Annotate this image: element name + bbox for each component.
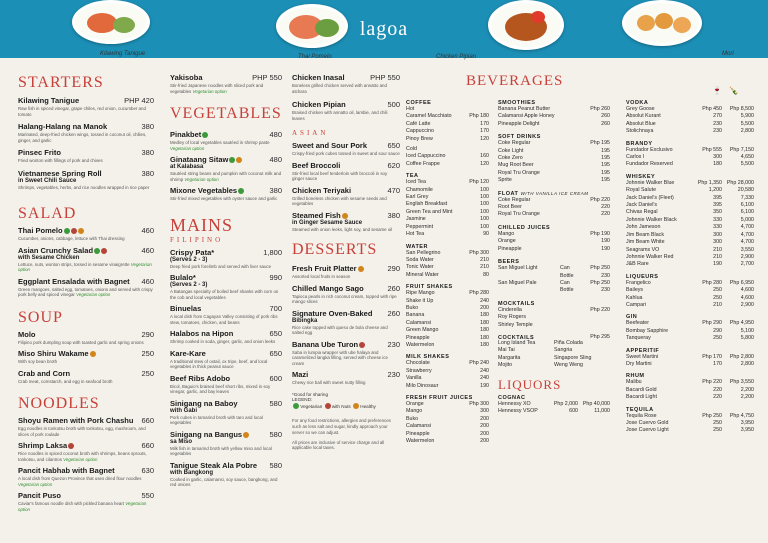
drink-row: Coke Regular Php 195 — [498, 140, 610, 147]
menu-item: Sinigang na Baboy 580 with Gabi Pork cubes in tamarind broth with taro and local vegetables — [170, 398, 282, 425]
drink-row: San Pellegrino Php 300 — [406, 249, 489, 256]
dish-caption: Kilawing Tanigue — [100, 51, 146, 57]
drink-row: Green Tea and Mint 100 — [406, 208, 489, 215]
beverages-column-a: COFFEE Hot Caramel Macchiato Php 180 Café Latte 170 Cappuccino 170 Pinoy Brew 120 Cold Iced Cappuccino 160 Coffee Frappe 120 TEA Iced Tea Php 120 Chamomile 100 Earl Grey 100 English Breakfast 100 Green Tea and Mint 100 Jasmine 100 Peppermint 100 Hot Tea 90 WATER San Pellegrino Php 300 Soda Water 210 Tonic Water 210 Mineral Water 80 FRUIT SHAKES Ripe Mango Php 280 Shake it Up 240 Buko 200 Banana 180 Calamansi 180 Green Mango 180 Pineapple 180 Watermelon 180 MILK SHAKES Chocolate Php 240 Strawberry 240 Vanilla 240 Milo Dinosaur 190 FRESH FRUIT JUICES Orange Php 300 Mango 300 Buko 200 Calamansi 200 Pineapple 200 Watermelon 200 — [406, 100, 489, 445]
drink-row: Iced Cappuccino 160 — [406, 153, 489, 160]
vegetarian-icon — [238, 188, 244, 194]
drink-row: Calamansi 180 — [406, 319, 489, 326]
menu-item: Halabos na Hipon 650 Shrimp cooked in soda, ginger, garlic, and onion leeks — [170, 329, 282, 344]
drink-row: Mineral Water 80 — [406, 271, 489, 278]
section-title-desserts: DESSERTS — [292, 241, 378, 258]
cocktail-item: Long Island Tea — [498, 339, 536, 346]
menu-item: Shoyu Ramen with Pork Chashu 660 Egg noodles in tonkotsu broth with tonkotsu, egg, mushroom, and slices of pork roulade — [18, 416, 154, 437]
drink-row: Royal Tru Orange 195 — [498, 169, 610, 176]
drink-row: Mango Php 190 — [498, 230, 610, 237]
drink-row: Vanilla 240 — [406, 375, 489, 382]
column-starters — [18, 66, 154, 512]
dish-photo-mori — [622, 0, 702, 46]
drink-row: Frangelico Php 280 Php 6,950 — [626, 279, 754, 286]
section-title-starters: STARTERS — [18, 74, 104, 91]
allergy-note: For any food restrictions, allergies and preferences such as less salt and sugar, kindly approach your server so we can adjust. — [292, 418, 391, 435]
vegetarian-icon — [94, 248, 100, 254]
menu-item: Sweet and Sour Pork 650 Crispy-fried pork cubes tossed in sweet and sour sauce — [292, 141, 400, 156]
cocktail-item: Weng Weng — [554, 362, 583, 369]
drink-row: Beefeater Php 290 Php 4,950 — [626, 320, 754, 327]
drink-row: Caramel Macchiato Php 180 — [406, 113, 489, 120]
menu-item: Sinigang na Bangus 580 sa Miso Milk fish in tamarind broth with yellow miso and local vegetables — [170, 429, 282, 456]
drink-row: Hennessy XO Php 2,000 Php 40,000 — [498, 400, 610, 407]
drink-row: Jasmine 100 — [406, 216, 489, 223]
vegetarian-icon — [293, 403, 299, 409]
column-mains — [170, 73, 282, 488]
healthy-icon — [90, 351, 96, 357]
drink-row: Grey Goose Php 450 Php 8,500 — [626, 106, 754, 112]
nuts-icon — [68, 443, 74, 449]
menu-item: Asian Crunchy Salad 460 with Sesame Chicken Lettuce, nuts, wonton strips, tossed in sesame vinaigrette Vegetarian option — [18, 245, 154, 272]
menu-item: Kilawing Tanigue PHP 420 Raw fish in spiced vinegar, grape chiles, red onion, cucumber and tomato — [18, 96, 154, 117]
drink-row: Absolut Blue 230 5,500 — [626, 120, 754, 127]
menu-item: Beef Broccoli 620 Stir-fried local beef tenderloin with broccoli in soy ginger sauce — [292, 160, 400, 181]
nuts-icon — [71, 228, 77, 234]
menu-item: Kare-Kare 650 A traditional stew of oxtail, ox tripe, beef, and local vegetables in thick peanut sauce — [170, 348, 282, 369]
drink-row: Royal Tru Orange 220 — [498, 211, 610, 218]
drink-row: Kahlua 250 4,600 — [626, 294, 754, 301]
drink-row: Coke Regular Php 220 — [498, 196, 610, 203]
dish-photo-pipian — [488, 0, 564, 50]
vegetarian-icon — [64, 228, 70, 234]
drink-row: Baileys 250 4,600 — [626, 287, 754, 294]
drink-row: Coke Light 195 — [498, 147, 610, 154]
drink-row: Calamansi Apple Honey 260 — [498, 113, 610, 120]
drink-row: Chamomile 100 — [406, 186, 489, 193]
section-title-soup: SOUP — [18, 308, 63, 326]
dish-caption: Mori — [722, 51, 734, 57]
section-title-salad: SALAD — [18, 205, 77, 222]
cocktail-item: Sangria — [554, 347, 573, 354]
drink-row: Coke Zero 195 — [498, 155, 610, 162]
sharing-note: *Good for sharing — [292, 391, 329, 397]
menu-item: Fresh Fruit Platter 290 Assorted local fruits in season — [292, 264, 400, 279]
drink-row: Root Beer 220 — [498, 204, 610, 211]
drink-row: Strawberry 240 — [406, 367, 489, 374]
menu-item: Bulalo* 990 (Serves 2 - 3) A Batangas specialty of boiled beef shanks with corn on the cob and local vegetables — [170, 273, 282, 300]
column-asian-desserts — [292, 73, 400, 451]
menu-item: Halang-Halang na Manok 380 Marinated, deep-fried chicken wings, tossed in coconut oil, chilies, ginger, and garlic — [18, 122, 154, 143]
nuts-icon — [325, 403, 331, 409]
cocktail-item: Singapore Sling — [554, 354, 592, 361]
menu-item: Tanigue Steak Ala Pobre 580 with Bangkong Cooked in garlic, calamansi, soy sauce, bangkong, and red onions — [170, 460, 282, 487]
drink-row: Green Mango 180 — [406, 327, 489, 334]
menu-item: Vietnamese Spring Roll 380 in Sweet Chili Sauce Shrimps, vegetables, herbs, and rice noodles wrapped in rice paper — [18, 168, 154, 190]
menu-item: Steamed Fish 380 in Ginger Sesame Sauce Steamed with onion leeks, light soy, and sesame oil — [292, 210, 400, 232]
drink-row: J&B Rare 190 2,700 — [626, 261, 754, 268]
menu-item: Eggplant Ensalada with Bagnet 460 Green mangoes, salted egg, tomatoes, onions and served with crispy pork belly and spiced vinegar Vegetarian option — [18, 276, 154, 297]
dish-caption: Chicken Pipian — [436, 54, 477, 60]
cocktail-item: Mai Tai — [498, 347, 515, 354]
drink-row: Campari 210 2,900 — [626, 301, 754, 308]
section-title-vegetables: VEGETABLES — [170, 105, 282, 122]
menu-item: Crispy Pata* 1,800 (Serves 2 - 3) Deep fried pork forelimb and served with liver sauce — [170, 247, 282, 269]
pricing-note: All prices are inclusive of service charge and all applicable local taxes. — [292, 439, 385, 451]
drink-row: Hennessy VSOP 600 11,000 — [498, 407, 610, 414]
drink-row: Shirley Temple — [498, 321, 533, 328]
dish-photo-pomelo — [276, 4, 348, 48]
drink-row: Jack Daniel's 395 6,100 — [626, 202, 754, 209]
drink-row: Banana Peanut Butter Php 260 — [498, 106, 610, 112]
drink-row: Pinoy Brew 120 — [406, 135, 489, 142]
drink-row: Bottle 230 — [560, 272, 610, 279]
drink-row: Calamansi 200 — [406, 423, 489, 430]
vegetarian-icon — [229, 157, 235, 163]
drink-row: Earl Grey 100 — [406, 194, 489, 201]
drink-row: Mango 300 — [406, 408, 489, 415]
drink-row: Fundador Reserved 180 5,500 — [626, 161, 754, 168]
brand-logo: lagoa — [359, 18, 409, 40]
drink-row: Johnnie Walker Blue Php 1,350 Php 28,000 — [626, 179, 754, 186]
menu-item: Chicken Pipian 500 Braised chicken with annatto oil, lambie, and chili leaves — [292, 100, 400, 121]
nuts-icon — [359, 342, 365, 348]
drink-row: Stolichnaya 230 2,800 — [626, 128, 754, 135]
drink-row: Carlos I 300 4,650 — [626, 154, 754, 161]
drink-row: Sweet Martini Php 170 Php 2,800 — [626, 353, 754, 360]
healthy-icon — [353, 403, 359, 409]
healthy-icon — [236, 157, 242, 163]
menu-item: Ginataang Sitaw 480 at Kalabasa Sautéed string beans and pumpkin with coconut milk and shrimp Vegetarian option — [170, 155, 282, 182]
section-subtitle-asian: ASIAN — [292, 129, 329, 137]
drink-row: Soda Water 210 — [406, 256, 489, 263]
drink-row: Cinderella Php 220 — [498, 306, 610, 313]
drink-row: Fundador Exclusivo Php 555 Php 7,150 — [626, 146, 754, 153]
menu-item: Beef Ribs Adobo 600 Bicol, Baguio's braised beef short ribs, mixed in soy vinegar, garlic, and bay leaves — [170, 373, 282, 394]
menu-item: Pinakbet 480 Medley of local vegetables sautéed in shrimp paste Vegetarian option — [170, 130, 282, 151]
drink-row: Johnnie Walker Black 330 5,000 — [626, 216, 754, 223]
drink-row: Cappuccino 170 — [406, 128, 489, 135]
menu-item: Shrimp Laksa 660 Rice noodles in spiced coconut broth with shrimps, beans sprouts, tonkotsu, and cilantros Vegetarian option — [18, 441, 154, 462]
drink-row: Hot Tea 90 — [406, 231, 489, 238]
menu-item: Crab and Corn 250 Crab meat, cornstarch, and egg in seafood broth — [18, 368, 154, 384]
dish-caption: Thai Pomelo — [298, 54, 332, 60]
drink-row: Shake it Up 240 — [406, 297, 489, 304]
menu-item: Thai Pomelo 460 Cucumber, onions, cabbage, lettuce with Thai dressing — [18, 226, 154, 241]
healthy-icon — [78, 228, 84, 234]
drink-row: San Miguel Pale Can Php 250 — [498, 279, 610, 286]
drink-row: Buko 200 — [406, 415, 489, 422]
drink-row: Roy Rogers — [498, 314, 526, 321]
drink-row: Ripe Mango Php 280 — [406, 290, 489, 297]
menu-item: Miso Shiru Wakame 250 With soy bean broth — [18, 349, 154, 364]
drink-row: Pineapple Delight 260 — [498, 120, 610, 127]
drink-row: Bombay Sapphire 290 5,100 — [626, 327, 754, 334]
legend: Vegetarian with Nuts Healthy — [292, 403, 400, 410]
drink-row: Mug Root Beer 195 — [498, 162, 610, 169]
drink-row: Jack Daniel's (Fleet) 395 7,330 — [626, 194, 754, 201]
drink-row: Watermelon 200 — [406, 438, 489, 445]
cocktail-item: Mojito — [498, 362, 513, 369]
section-title-mains: MAINS — [170, 214, 234, 235]
menu-item: Signature Oven-Baked 260 Bibingka Rice cake topped with queso de bola cheese and salted egg — [292, 308, 400, 335]
legend-label: LEGEND: — [292, 397, 313, 403]
menu-item: Banana Ube Turon 230 Saba in lumpia wrapper with ube halaya and caramelized langka filling, served with cheese ice cream — [292, 339, 400, 366]
menu-item: Yakisoba PHP 550 Stir-fried Japanese noodles with sliced pork and vegetables Vegetarian option — [170, 73, 282, 94]
drink-row: Orange Php 300 — [406, 401, 489, 407]
drink-row: Orange 190 — [498, 238, 610, 245]
drink-row: Bacardi Gold 220 2,200 — [626, 386, 754, 393]
menu-item: Pancit Habhab with Bagnet 630 A local dish from Quezon Province that uses dried flour noodles Vegetarian option — [18, 466, 154, 487]
drink-row: Café Latte 170 — [406, 120, 489, 127]
drink-row: Jose Cuervo Light 250 3,950 — [626, 427, 754, 434]
drink-row: Bottle 230 — [560, 287, 610, 294]
drink-row: San Miguel Light Can Php 250 — [498, 265, 610, 272]
menu-item: Pinsec Frito 380 Fried wonton with fillings of pork and chives — [18, 148, 154, 163]
drink-row: Tonic Water 210 — [406, 264, 489, 271]
drink-row: Peppermint 100 — [406, 223, 489, 230]
cocktail-list — [498, 340, 610, 370]
drink-row: Royal Salute 1,200 20,580 — [626, 187, 754, 194]
menu-item: Binuelas 700 A local dish from Cagayan Valley consisting of pork ribs stew, tomatoes, chicken, and beans — [170, 304, 282, 325]
drink-row: Malibu Php 220 Php 3,550 — [626, 379, 754, 386]
section-title-noodles: NOODLES — [18, 395, 100, 412]
menu-item: Mixone Vegetables 380 Stir-fried mixed vegetables with oyster sauce and garlic — [170, 186, 282, 201]
drink-row: Pineapple 200 — [406, 430, 489, 437]
drink-row: Banana 180 — [406, 312, 489, 319]
drink-row: Chivas Regal 350 6,100 — [626, 209, 754, 216]
drink-row: Pineapple 180 — [406, 334, 489, 341]
drink-row: Dry Martini 170 2,800 — [626, 360, 754, 367]
glass-icon: 🍷 🍾 — [712, 86, 739, 95]
beverages-column-b: SMOOTHIES Banana Peanut Butter Php 260 Calamansi Apple Honey 260 Pineapple Delight 260 SOFT DRINKS Coke Regular Php 195 Coke Light 195 Coke Zero 195 Mug Root Beer 195 Royal Tru Orange 195 Sprite 195 FLOAT WITH VANILLA ICE CREAM Coke Regular Php 220 Root Beer 220 Royal Tru Orange 220 CHILLED JUICES Mango Php 190 Orange 190 Pineapple 190 BEERS San Miguel Light Can Php 250 Bottle 230 San Miguel Pale Can Php 250 Bottle 230 MOCKTAILS Cinderella Php 220 Roy Rogers Shirley Temple COCKTAILS Php 295 Long Island Tea Mai Tai Margarita Mojito Piña Colada Sangria Singapore Sling Weng Weng LIQUORS COGNAC Hennessy XO Php 2,000 Php 40,000 Hennessy VSOP 600 11,000 — [498, 100, 610, 414]
drink-row: Absolut Kurant 270 5,900 — [626, 113, 754, 120]
menu-item: Pancit Puso 550 Caviar's famous noodle dish with pickled banana heart Vegetarian option — [18, 491, 154, 512]
drink-row: Jim Beam Black 300 4,700 — [626, 231, 754, 238]
vegetarian-icon — [202, 132, 208, 138]
menu-item: Chicken Inasal PHP 550 Boneless grilled chicken served with annatto and atchara — [292, 73, 400, 94]
drink-row: Seagrams VO 210 3,550 — [626, 246, 754, 253]
drink-row: Tequila Rose Php 250 Php 4,750 — [626, 412, 754, 419]
drink-row: Buko 200 — [406, 304, 489, 311]
drink-row: Milo Dinosaur 190 — [406, 382, 489, 389]
drink-row: Coffee Frappe 120 — [406, 160, 489, 167]
drink-row: John Jameson 330 4,700 — [626, 224, 754, 231]
nuts-icon — [101, 248, 107, 254]
menu-item: Chicken Teriyaki 470 Grilled boneless chicken with sesame seeds and vegetables — [292, 185, 400, 206]
drink-row: Pineapple 190 — [498, 245, 610, 252]
beverages-column-c: VODKA Grey Goose Php 450 Php 8,500 Absolut Kurant 270 5,900 Absolut Blue 230 5,500 Stolichnaya 230 2,800 BRANDY Fundador Exclusivo Php 555 Php 7,150 Carlos I 300 4,650 Fundador Reserved 180 5,500 WHISKEY Johnnie Walker Blue Php 1,350 Php 28,000 Royal Salute 1,200 20,580 Jack Daniel's (Fleet) 395 7,330 Jack Daniel's 395 6,100 Chivas Regal 350 6,100 Johnnie Walker Black 330 5,000 John Jameson 330 4,700 Jim Beam Black 300 4,700 Jim Beam White 300 4,700 Seagrams VO 210 3,550 Johnnie Walker Red 210 2,900 J&B Rare 190 2,700 LIQUEURS Frangelico Php 280 Php 6,950 Baileys 250 4,600 Kahlua 250 4,600 Campari 210 2,900 GIN Beefeater Php 290 Php 4,950 Bombay Sapphire 290 5,100 Tanqueray 250 5,800 APPERITIF Sweet Martini Php 170 Php 2,800 Dry Martini 170 2,800 RHUM Malibu Php 220 Php 3,550 Bacardi Gold 220 2,200 Bacardi Light 220 2,200 TEQUILA Tequila Rose Php 250 Php 4,750 Jose Cuervo Gold 250 3,950 Jose Cuervo Light 250 3,950 — [626, 100, 754, 434]
healthy-icon — [243, 432, 249, 438]
drink-row: Chocolate Php 240 — [406, 360, 489, 367]
section-title-beverages: BEVERAGES — [466, 73, 564, 89]
drink-row: Tanqueray 250 5,800 — [626, 335, 754, 342]
healthy-icon — [342, 213, 348, 219]
cocktail-item: Margarita — [498, 354, 521, 361]
drink-row: Sprite 195 — [498, 177, 610, 184]
drink-row: Jose Cuervo Gold 250 3,950 — [626, 420, 754, 426]
menu-item: Molo 290 Filipino pork dumpling soup with toasted garlic and spring onions — [18, 329, 154, 345]
drink-row: Johnnie Walker Red 210 2,900 — [626, 253, 754, 260]
section-title-liquors: LIQUORS — [498, 376, 562, 392]
healthy-icon — [358, 266, 364, 272]
drink-row: Watermelon 180 — [406, 341, 489, 348]
cocktail-item: Piña Colada — [554, 339, 583, 346]
drink-row: Jim Beam White 300 4,700 — [626, 239, 754, 246]
dish-photo-kilawing — [72, 0, 150, 44]
menu-item: Chilled Mango Sago 260 Tapioca pearls in rich coconut cream, topped with ripe mango slices — [292, 283, 400, 304]
section-subtitle-filipino: FILIPINO — [170, 235, 224, 244]
menu-item: Mazi 230 Chewy rice ball with sweet nutty filling — [292, 370, 400, 385]
drink-row: Bacardi Light 220 2,200 — [626, 394, 754, 401]
drink-row: English Breakfast 100 — [406, 201, 489, 208]
drink-row: Iced Tea Php 120 — [406, 179, 489, 186]
